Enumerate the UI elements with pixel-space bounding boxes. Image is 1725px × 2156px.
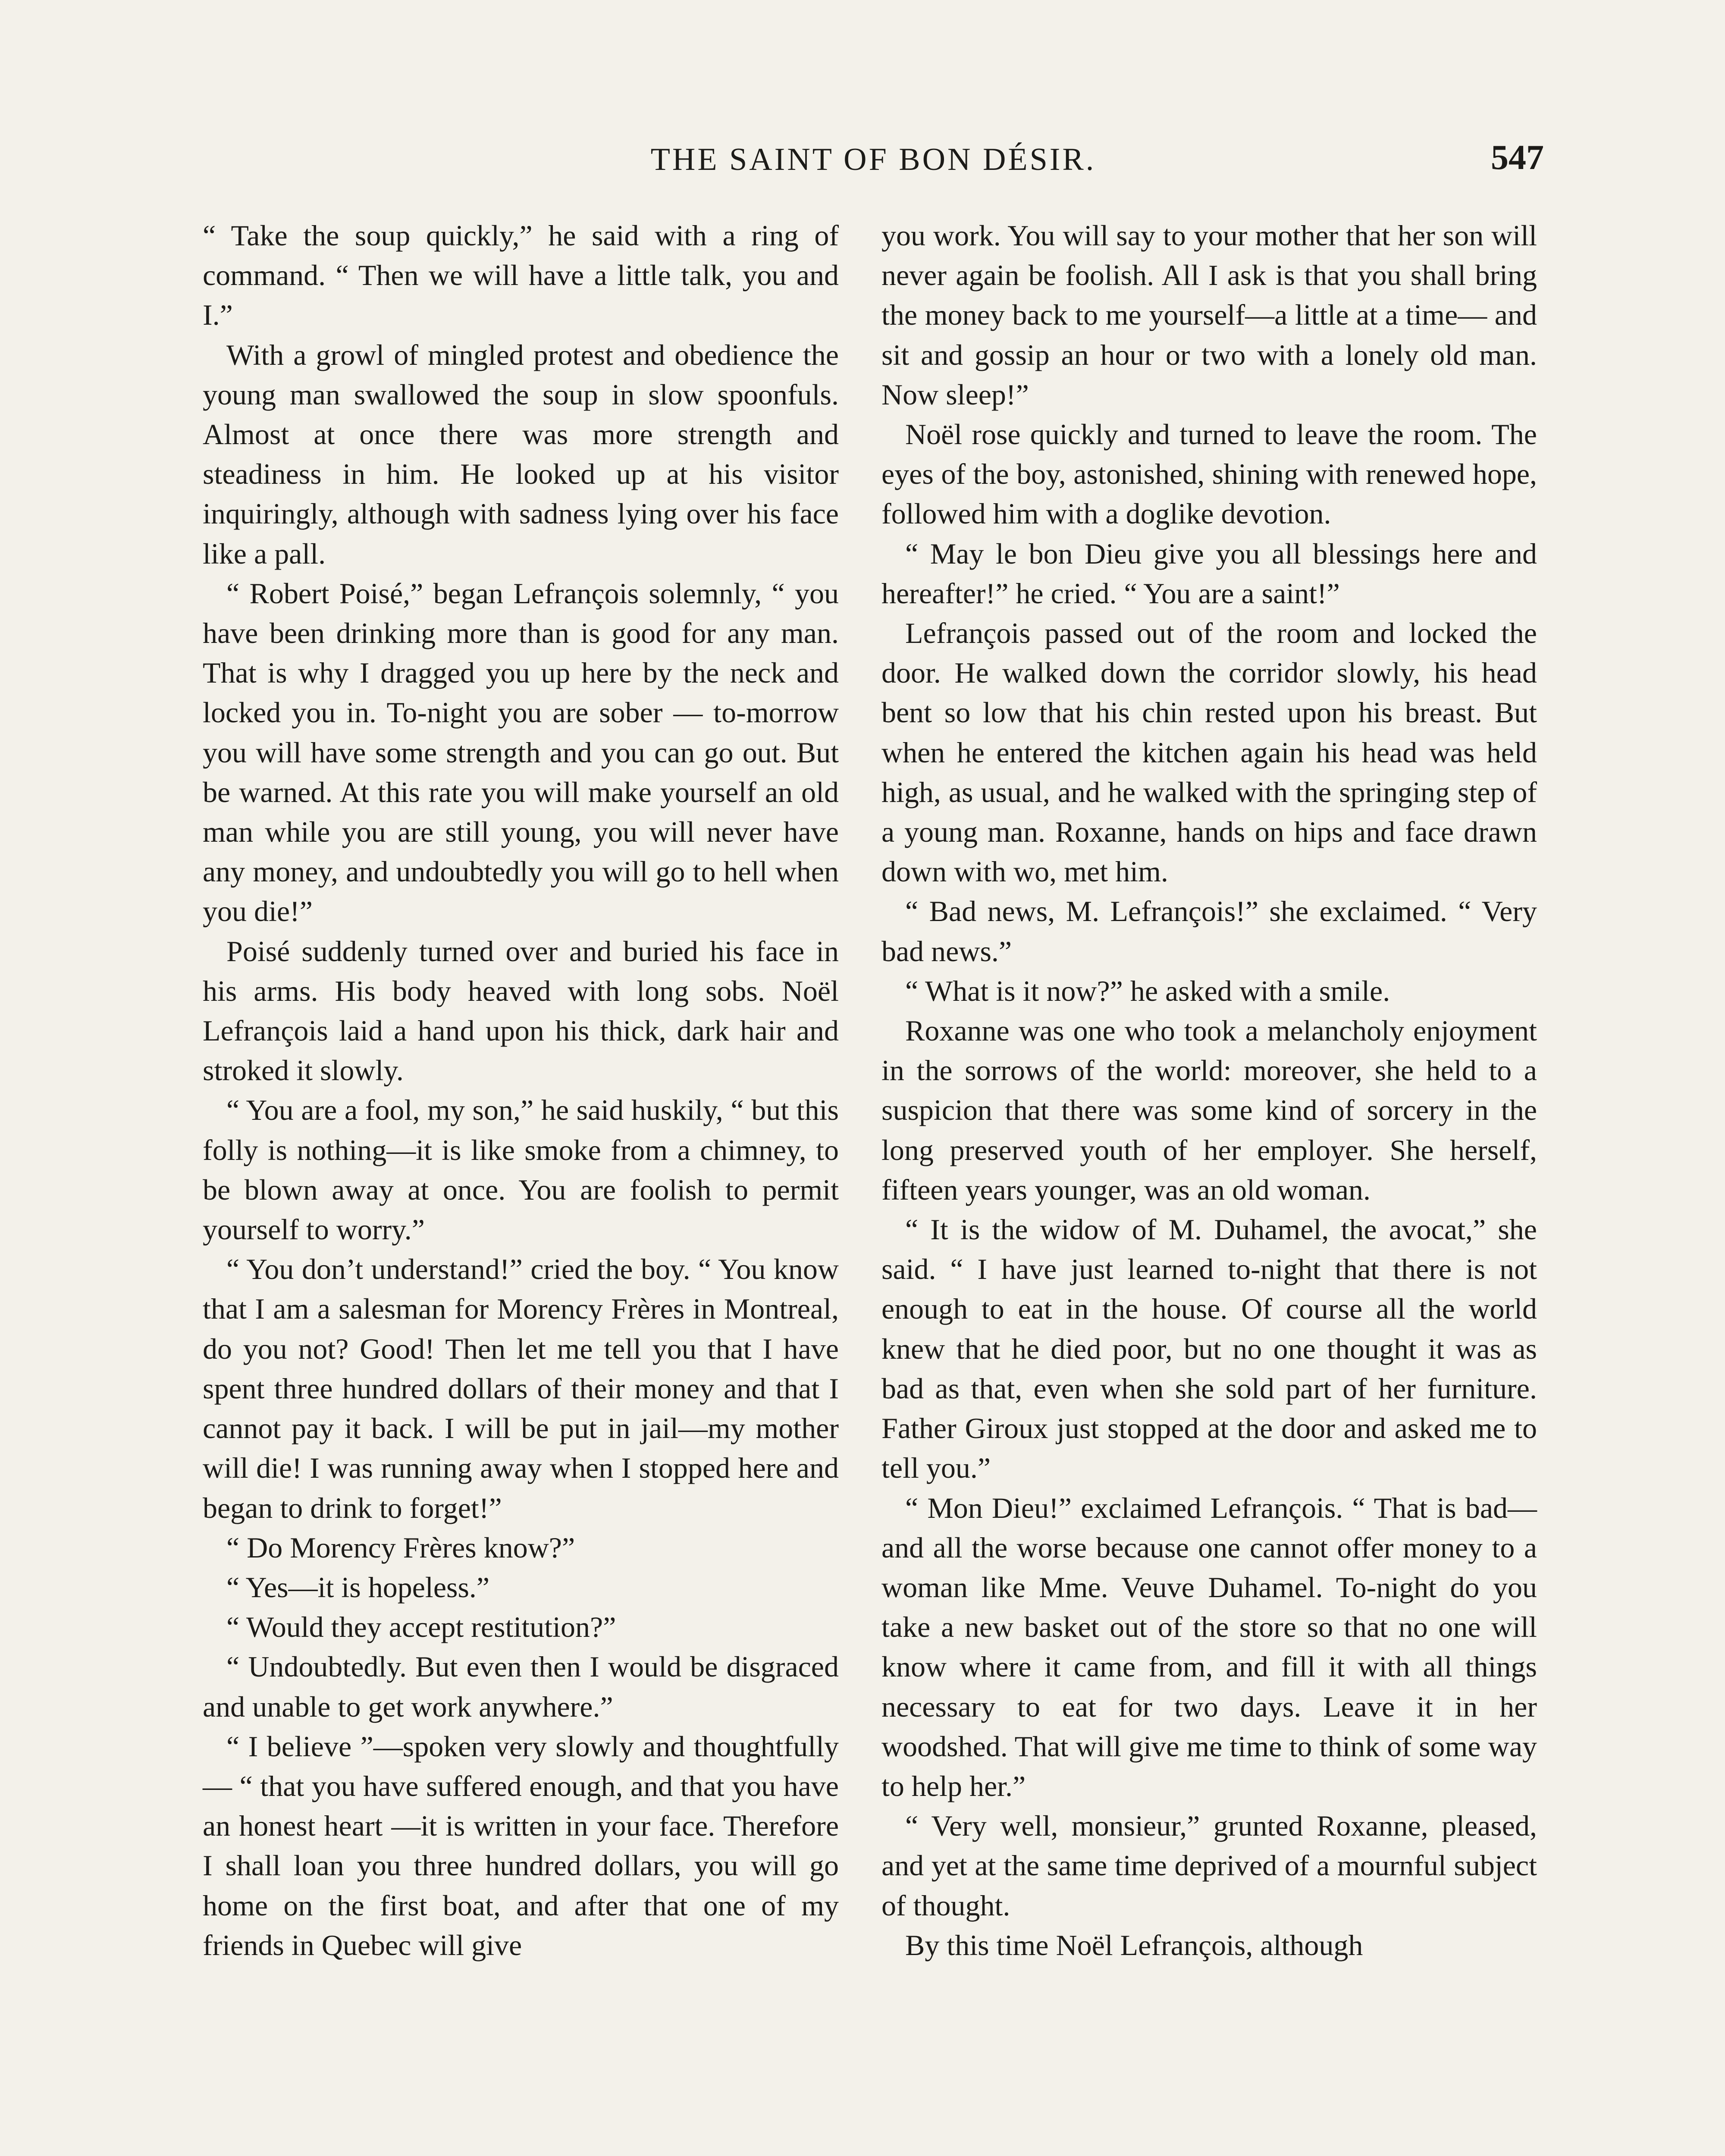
right-column (881, 216, 1537, 1965)
paragraph: Poisé suddenly turned over and buried his face in his arms. His body heaved with long sobs. Noël Lefrançois laid a hand upon his thick, dark hair and stroked it slowly. (203, 934, 839, 1087)
paragraph: “ Yes—it is hopeless.” (226, 1570, 490, 1604)
paragraph: “ Mon Dieu!” exclaimed Lefrançois. “ That is bad—and all the worse because one cannot offer money to a woman like Mme. Veuve Duhamel. To-night do you take a new basket out of the store so that no one will know where it came from, and fill it with all things necessary to eat for two days. Leave it in her woodshed. That will give me time to think of some way to help her.” (881, 1491, 1537, 1802)
left-column (203, 216, 839, 1965)
paragraph: “ Undoubtedly. But even then I would be disgraced and unable to get work anywhere.” (203, 1650, 839, 1723)
paragraph: Roxanne was one who took a melancholy enjoyment in the sorrows of the world: moreover, she held to a suspicion that there was some kind of sorcery in the long preserved youth of her employer. She herself, fifteen years younger, was an old woman. (881, 1014, 1537, 1206)
paragraph: “ You don’t understand!” cried the boy. “ You know that I am a salesman for Morency Frères in Montreal, do you not? Good! Then let me tell you that I have spent three hundred dollars of their money and that I cannot pay it back. I will be put in jail—my mother will die! I was running away when I stopped here and began to drink to forget!” (203, 1253, 839, 1524)
paragraph: “ What is it now?” he asked with a smile. (905, 974, 1390, 1007)
paragraph-continuation: you work. You will say to your mother that her son will never again be foolish. All I ask is that you shall bring the money back to me yourself—a little at a time— and sit and gossip an hour or two with a lonely old man. Now sleep!” (881, 219, 1537, 411)
paragraph: “ Do Morency Frères know?” (226, 1531, 575, 1564)
paragraph: “ Take the soup quickly,” he said with a ring of command. “ Then we will have a little talk, you and I.” (203, 219, 839, 332)
paragraph: “ Bad news, M. Lefrançois!” she exclaimed. “ Very bad news.” (881, 895, 1537, 968)
paragraph: “ You are a fool, my son,” he said huskily, “ but this folly is nothing—it is like smoke from a chimney, to be blown away at once. You are foolish to permit yourself to worry.” (203, 1094, 839, 1246)
paragraph: By this time Noël Lefrançois, although (905, 1928, 1363, 1962)
running-title: THE SAINT OF BON DÉSIR. (650, 142, 1096, 177)
paragraph: With a growl of mingled protest and obedience the young man swallowed the soup in slow spoonfuls. Almost at once there was more strength and steadiness in him. He looked up at his visitor inquiringly, although with sadness lying over his face like a pall. (203, 338, 839, 570)
paragraph: Noël rose quickly and turned to leave the room. The eyes of the boy, astonished, shining with renewed hope, followed him with a doglike devotion. (881, 418, 1537, 530)
paragraph: “ Robert Poisé,” began Lefrançois solemnly, “ you have been drinking more than is good for any man. That is why I dragged you up here by the neck and locked you in. To-night you are sober — to-morrow you will have some strength and you can go out. But be warned. At this rate you will make yourself an old man while you are still young, you will never have any money, and undoubtedly you will go to hell when you die!” (203, 577, 839, 928)
paragraph: “ Would they accept restitution?” (226, 1611, 616, 1644)
page-header (203, 137, 1544, 185)
paragraph: Lefrançois passed out of the room and locked the door. He walked down the corridor slowly, his head bent so low that his chin rested upon his breast. But when he entered the kitchen again his head was held high, as usual, and he walked with the springing step of a young man. Roxanne, hands on hips and face drawn down with wo, met him. (881, 617, 1537, 888)
paragraph: “ It is the widow of M. Duhamel, the avocat,” she said. “ I have just learned to-night that there is not enough to eat in the house. Of course all the world knew that he died poor, but no one thought it was as bad as that, even when she sold part of her furniture. Father Giroux just stopped at the door and asked me to tell you.” (881, 1213, 1537, 1485)
paragraph: “ May le bon Dieu give you all blessings here and hereafter!” he cried. “ You are a saint!” (881, 537, 1537, 610)
paragraph: “ I believe ”—spoken very slowly and thoughtfully — “ that you have suffered enough, and that you have an honest heart —it is written in your face. Therefore I shall loan you three hundred dollars, you will go home on the first boat, and after that one of my friends in Quebec will give (203, 1730, 839, 1962)
page-number: 547 (1491, 138, 1544, 177)
paragraph: “ Very well, monsieur,” grunted Roxanne, pleased, and yet at the same time deprived of a mournful subject of thought. (881, 1809, 1537, 1922)
